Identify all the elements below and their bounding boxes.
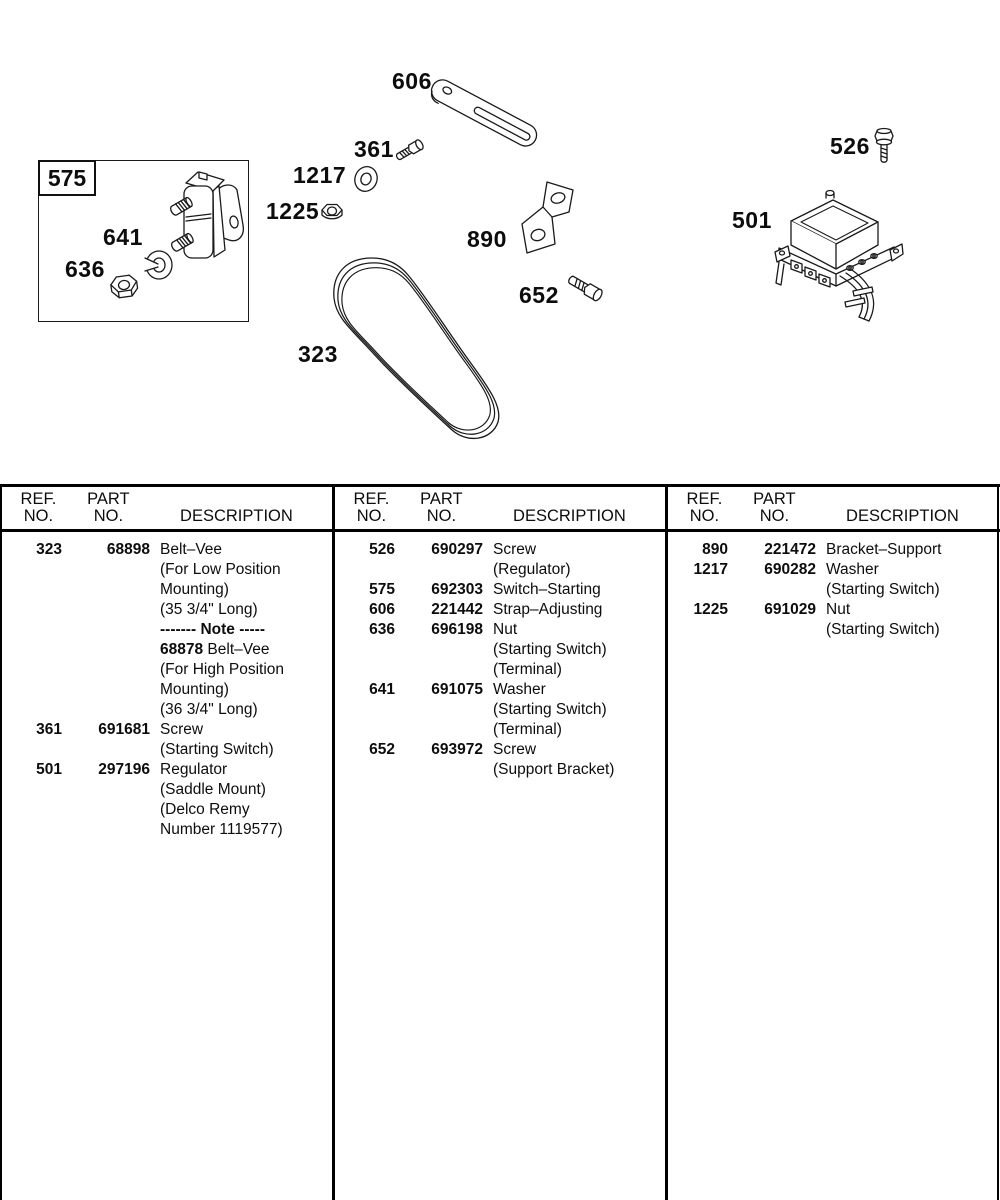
part-no [395, 720, 483, 740]
parts-row [0, 780, 333, 800]
regulator-501-art [775, 191, 903, 322]
part-no-heading: PART NO. [753, 490, 796, 525]
ref-no [0, 660, 62, 680]
part-no [62, 780, 150, 800]
description: (Support Bracket) [493, 761, 615, 778]
bracket-support-890-art [522, 182, 573, 253]
description: ------- Note ----- [160, 621, 265, 638]
part-no: 221442 [431, 601, 483, 618]
parts-row [0, 620, 333, 640]
part-no: 221472 [764, 541, 816, 558]
table-header [666, 484, 999, 529]
parts-row [333, 740, 666, 760]
part-no [728, 580, 816, 600]
ref-no-heading: REF. NO. [20, 490, 57, 525]
ref-no [333, 660, 395, 680]
parts-row [666, 560, 999, 580]
parts-row [333, 720, 666, 740]
part-no [62, 580, 150, 600]
parts-row [0, 580, 333, 600]
part-no-heading: PART NO. [87, 490, 130, 525]
parts-row [333, 620, 666, 640]
description: (For Low Position [160, 561, 281, 578]
parts-column-2 [333, 484, 666, 1200]
parts-row [666, 600, 999, 620]
description: Mounting) [160, 581, 229, 598]
screw-526-art [875, 129, 893, 163]
parts-row [666, 580, 999, 600]
ref-no: 501 [36, 761, 62, 778]
description: Screw [493, 541, 537, 558]
part-no: 297196 [98, 761, 150, 778]
ref-no: 1217 [693, 561, 728, 578]
parts-row [0, 800, 333, 820]
parts-row [0, 700, 333, 720]
parts-row [333, 640, 666, 660]
part-no [62, 700, 150, 720]
description: (Starting Switch) [160, 741, 274, 758]
callout-361: 361 [354, 136, 394, 162]
ref-no [666, 620, 728, 640]
ref-575-label-box [38, 160, 96, 196]
parts-row [0, 640, 333, 660]
part-no [62, 680, 150, 700]
description: Strap–Adjusting [493, 601, 603, 618]
screw-361-art [394, 139, 424, 163]
ref-no [333, 640, 395, 660]
callout-575: 575 [47, 164, 87, 191]
parts-row [0, 760, 333, 780]
description: (35 3/4" Long) [160, 601, 258, 618]
description: (36 3/4" Long) [160, 701, 258, 718]
parts-row [0, 720, 333, 740]
description: Nut [493, 621, 518, 638]
parts-row [0, 660, 333, 680]
ref-no: 361 [36, 721, 62, 738]
description: Bracket–Support [826, 541, 942, 558]
washer-1217-art [351, 163, 380, 194]
ref-no [333, 560, 395, 580]
parts-list-body [666, 529, 999, 640]
part-no [62, 640, 150, 660]
table-header [333, 484, 666, 529]
part-no [62, 800, 150, 820]
callout-652: 652 [519, 282, 559, 308]
part-no [62, 560, 150, 580]
description: (For High Position [160, 661, 285, 678]
parts-row [0, 560, 333, 580]
ref-no [0, 740, 62, 760]
parts-column-1 [0, 484, 333, 1200]
part-no [395, 760, 483, 780]
callout-1225: 1225 [266, 198, 320, 224]
part-no: 696198 [431, 621, 483, 638]
ref-no [0, 780, 62, 800]
part-no [395, 640, 483, 660]
ref-no [0, 640, 62, 660]
ref-no [0, 600, 62, 620]
description-heading: DESCRIPTION [513, 507, 626, 525]
part-no: 690282 [764, 561, 816, 578]
part-no [62, 620, 150, 640]
part-no [62, 820, 150, 840]
ref-no [0, 800, 62, 820]
part-no [62, 600, 150, 620]
ref-no: 652 [369, 741, 395, 758]
ref-no [666, 580, 728, 600]
ref-no: 575 [369, 581, 395, 598]
description: (Delco Remy [160, 801, 250, 818]
parts-row [333, 680, 666, 700]
parts-row [0, 540, 333, 560]
parts-list-body [333, 529, 666, 780]
description-heading: DESCRIPTION [846, 507, 959, 525]
description: Screw [160, 721, 204, 738]
screw-652-art [566, 273, 603, 302]
part-no [62, 660, 150, 680]
part-no-heading: PART NO. [420, 490, 463, 525]
description-heading: DESCRIPTION [180, 507, 293, 525]
parts-row [0, 600, 333, 620]
ref-no [0, 580, 62, 600]
ref-no-heading: REF. NO. [686, 490, 723, 525]
description: (Starting Switch) [826, 581, 940, 598]
parts-row [666, 620, 999, 640]
part-no [395, 560, 483, 580]
callout-636: 636 [65, 256, 105, 282]
ref-no: 606 [369, 601, 395, 618]
callout-323: 323 [298, 341, 338, 367]
belt-vee-323-art [334, 258, 499, 438]
ref-no [333, 760, 395, 780]
parts-row [333, 560, 666, 580]
description: (Starting Switch) [826, 621, 940, 638]
ref-no [0, 560, 62, 580]
parts-row [333, 760, 666, 780]
description: (Terminal) [493, 661, 562, 678]
parts-column-3 [666, 484, 999, 1200]
callout-526: 526 [830, 133, 870, 159]
part-no: 691029 [764, 601, 816, 618]
description: 68878 Belt–Vee [160, 641, 270, 658]
part-no [395, 660, 483, 680]
parts-list-body [0, 529, 333, 840]
ref-no: 636 [369, 621, 395, 638]
callout-501: 501 [732, 207, 772, 233]
description: (Saddle Mount) [160, 781, 266, 798]
table-header [0, 484, 333, 529]
parts-row [333, 700, 666, 720]
part-no: 691681 [98, 721, 150, 738]
ref-no-heading: REF. NO. [353, 490, 390, 525]
description: (Regulator) [493, 561, 571, 578]
ref-no: 1225 [693, 601, 728, 618]
ref-no: 890 [702, 541, 728, 558]
parts-row [333, 660, 666, 680]
ref-no: 526 [369, 541, 395, 558]
strap-adjusting-606-art [427, 76, 541, 152]
description: Screw [493, 741, 537, 758]
parts-row [0, 680, 333, 700]
ref-no [0, 620, 62, 640]
callout-890: 890 [467, 226, 507, 252]
description: (Starting Switch) [493, 641, 607, 658]
description: (Starting Switch) [493, 701, 607, 718]
description: Belt–Vee [160, 541, 223, 558]
callout-606: 606 [392, 68, 432, 94]
parts-row [333, 600, 666, 620]
nut-1225-art [322, 205, 342, 219]
parts-row [666, 540, 999, 560]
part-no [728, 620, 816, 640]
description: (Terminal) [493, 721, 562, 738]
callout-1217: 1217 [293, 162, 347, 188]
description: Washer [826, 561, 879, 578]
description: Regulator [160, 761, 228, 778]
ref-no [0, 700, 62, 720]
parts-row [333, 540, 666, 560]
callout-641: 641 [103, 224, 143, 250]
ref-no [0, 680, 62, 700]
part-no [395, 700, 483, 720]
ref-no [333, 700, 395, 720]
parts-row [0, 740, 333, 760]
parts-row [0, 820, 333, 840]
part-no [62, 740, 150, 760]
description: Switch–Starting [493, 581, 601, 598]
part-no: 690297 [431, 541, 483, 558]
ref-no: 641 [369, 681, 395, 698]
part-no: 691075 [431, 681, 483, 698]
description: Mounting) [160, 681, 229, 698]
description: Number 1119577) [160, 821, 283, 838]
part-no: 68898 [106, 541, 150, 558]
description: Washer [493, 681, 546, 698]
description: Nut [826, 601, 851, 618]
ref-no [0, 820, 62, 840]
ref-no [333, 720, 395, 740]
ref-no: 323 [36, 541, 62, 558]
part-no: 692303 [431, 581, 483, 598]
parts-row [333, 580, 666, 600]
part-no: 693972 [431, 741, 483, 758]
